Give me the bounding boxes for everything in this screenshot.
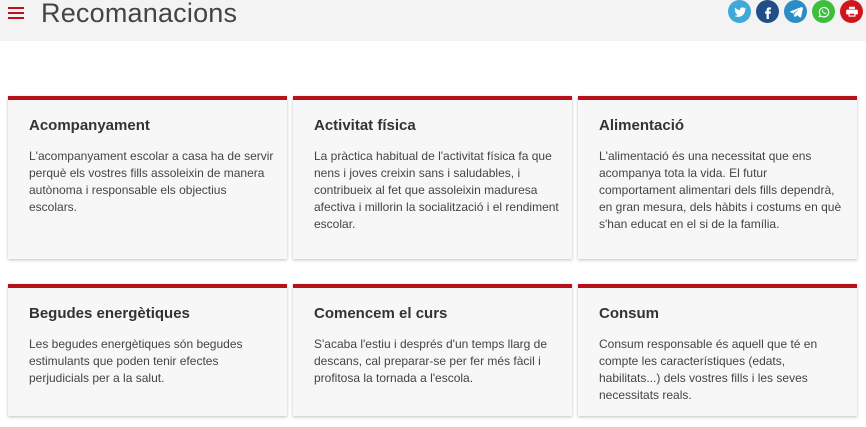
hamburger-icon[interactable] bbox=[8, 3, 26, 21]
print-button[interactable] bbox=[840, 0, 863, 23]
card-alimentacio[interactable] bbox=[578, 96, 857, 259]
card-comencem-el-curs[interactable] bbox=[293, 284, 572, 416]
page-title: Recomanacions bbox=[41, 0, 238, 28]
card-title[interactable]: Consum bbox=[599, 305, 659, 322]
share-buttons bbox=[728, 0, 863, 23]
facebook-icon bbox=[761, 5, 775, 19]
card-acompanyament[interactable] bbox=[8, 96, 287, 259]
printer-icon bbox=[845, 5, 859, 19]
card-description: S'acaba l'estiu i després d'un temps llarg de descans, cal preparar-se per fer més fàcil i profitosa la tornada a l'escola. bbox=[314, 337, 548, 385]
card-description: Consum responsable és aquell que té en compte les característiques (edats, habilitats...) dels vostres fills i les seves necessitats reals. bbox=[599, 337, 818, 402]
card-description: L'alimentació és una necessitat que ens acompanya tota la vida. El futur comportament alimentari dels fills dependrà, en gran mesura, dels hàbits i costums en què s'han educat en el si de la família. bbox=[599, 149, 842, 231]
card-consum[interactable] bbox=[578, 284, 857, 416]
card-title[interactable]: Activitat física bbox=[314, 117, 416, 134]
card-title[interactable]: Comencem el curs bbox=[314, 305, 448, 322]
twitter-share-button[interactable] bbox=[728, 0, 751, 23]
header-bar bbox=[0, 0, 866, 41]
card-activitat-fisica[interactable] bbox=[293, 96, 572, 259]
card-description: L'acompanyament escolar a casa ha de servir perquè els vostres fills assoleixin de manera autònoma i responsable els objectius escolars. bbox=[29, 149, 274, 214]
card-title[interactable]: Begudes energètiques bbox=[29, 305, 190, 322]
card-title[interactable]: Acompanyament bbox=[29, 117, 150, 134]
card-description: Les begudes energètiques són begudes estimulants que poden tenir efectes perjudicials per a la salut. bbox=[29, 337, 243, 385]
card-title[interactable]: Alimentació bbox=[599, 117, 685, 134]
facebook-share-button[interactable] bbox=[756, 0, 779, 23]
whatsapp-icon bbox=[817, 5, 831, 19]
whatsapp-share-button[interactable] bbox=[812, 0, 835, 23]
card-description: La pràctica habitual de l'activitat física fa que nens i joves creixin sans i saludables, i contribueix al fet que assoleixin maduresa afectiva i millorin la socialització i el rendiment escolar. bbox=[314, 149, 559, 231]
card-begudes-energetiques[interactable] bbox=[8, 284, 287, 416]
telegram-share-button[interactable] bbox=[784, 0, 807, 23]
twitter-icon bbox=[733, 5, 747, 19]
telegram-icon bbox=[789, 5, 803, 19]
